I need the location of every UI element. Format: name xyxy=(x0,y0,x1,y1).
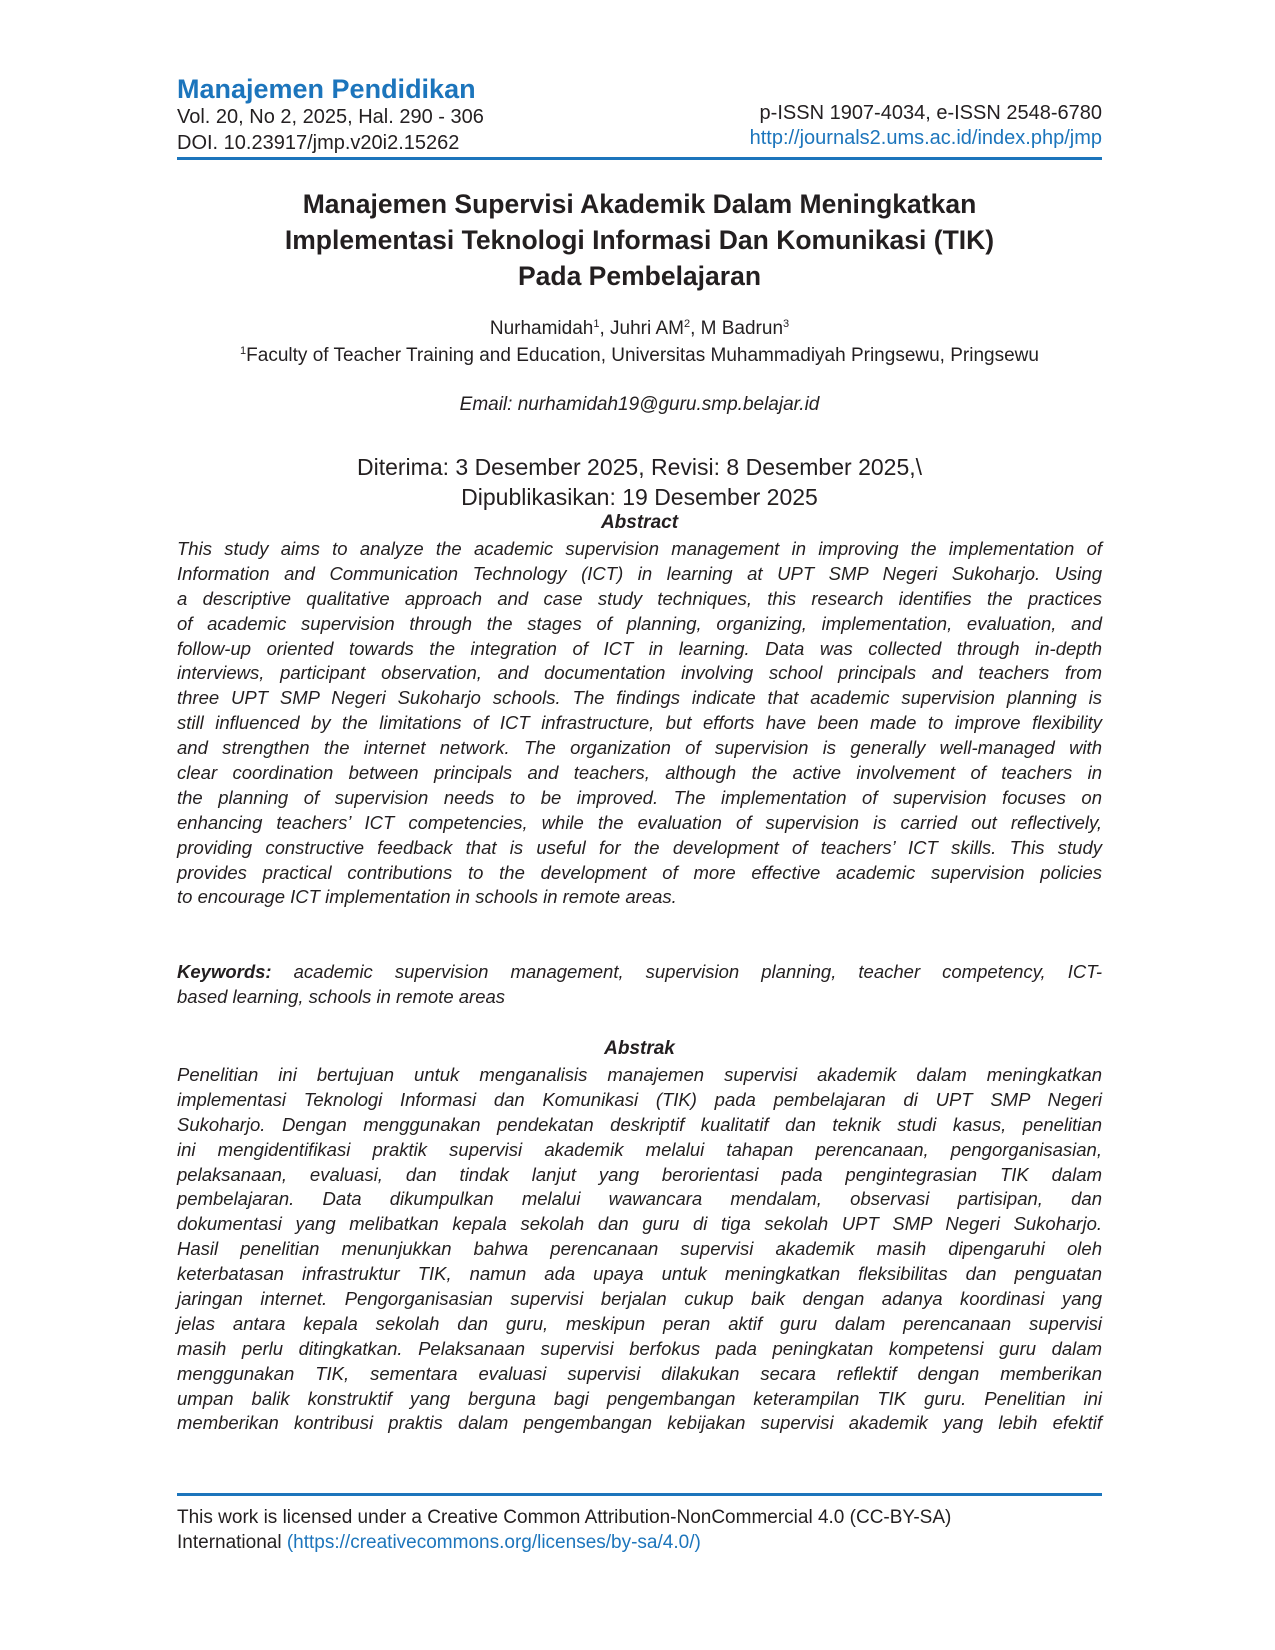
abstrak-body xyxy=(177,1063,1102,1436)
abstract-line: the planning of supervision needs to be improved. The implementation of supervision focuses on xyxy=(177,786,1102,808)
license-text: International xyxy=(177,1532,287,1553)
abstrak-line: dokumentasi yang melibatkan kepala sekolah dan guru di tiga sekolah UPT SMP Negeri Sukoharjo. xyxy=(177,1213,1102,1235)
abstract-line: This study aims to analyze the academic supervision management in improving the implementation of xyxy=(177,538,1102,559)
affiliation-superscript: 1 xyxy=(240,345,247,357)
abstrak-line: pelaksanaan, evaluasi, dan tindak lanjut yang berorientasi pada pengintegrasian TIK dalam xyxy=(177,1163,1102,1185)
abstrak-line: Hasil penelitian menunjukkan bahwa perencanaan supervisi akademik masih dipengaruhi oleh xyxy=(177,1238,1102,1260)
affiliation xyxy=(177,345,1102,367)
title-line: Implementasi Teknologi Informasi Dan Komunikasi (TIK) xyxy=(284,225,995,255)
author-name: M Badrun xyxy=(700,318,784,339)
abstrak-line: jaringan internet. Pengorganisasian supervisi berjalan cukup baik dengan adanya koordinasi yang xyxy=(177,1288,1102,1310)
abstract-line: three UPT SMP Negeri Sukoharjo schools. The findings indicate that academic supervision planning is xyxy=(177,687,1102,709)
author-list xyxy=(177,318,1102,340)
abstrak-line: ini mengidentifikasi praktik supervisi akademik melalui tahapan perencanaan, pengorganisasian, xyxy=(177,1138,1102,1160)
author-name: Juhri AM xyxy=(610,318,684,339)
abstract-line: clear coordination between principals and teachers, although the active involvement of teachers in xyxy=(177,762,1102,784)
journal-name: Manajemen Pendidikan xyxy=(177,74,476,104)
publication-dates xyxy=(177,452,1102,512)
abstrak-line: pembelajaran. Data dikumpulkan melalui wawancara mendalam, observasi partisipan, dan xyxy=(177,1188,1102,1210)
abstract-line: to encourage ICT implementation in schools in remote areas. xyxy=(177,886,677,908)
abstract-line: Information and Communication Technology (ICT) in learning at UPT SMP Negeri Sukoharjo. Using xyxy=(177,562,1102,584)
abstract-line: providing constructive feedback that is useful for the development of teachers’ ICT skills. This study xyxy=(177,836,1102,858)
abstrak-line: memberikan kontribusi praktis dalam pengembangan kebijakan supervisi akademik yang lebih efektif xyxy=(177,1412,1102,1434)
abstract-body xyxy=(177,537,1102,910)
abstract-line: and strengthen the internet network. The organization of supervision is generally well-managed with xyxy=(177,737,1102,759)
abstrak-heading: Abstrak xyxy=(604,1038,675,1059)
abstract-heading: Abstract xyxy=(600,512,679,533)
abstrak-line: keterbatasan infrastruktur TIK, namun ada upaya untuk meningkatkan fleksibilitas dan penguatan xyxy=(177,1263,1102,1285)
keywords-label: Keywords: xyxy=(177,961,272,982)
author-name: Nurhamidah xyxy=(489,318,594,339)
author-email: Email: nurhamidah19@guru.smp.belajar.id xyxy=(459,394,820,415)
header-rule xyxy=(177,157,1102,160)
abstract-line: still influenced by the limitations of ICT infrastructure, but efforts have been made to improve flexibility xyxy=(177,712,1102,734)
abstract-line: enhancing teachers’ ICT competencies, while the evaluation of supervision is carried out reflectively, xyxy=(177,811,1102,833)
paper-title xyxy=(177,186,1102,294)
author-separator: , xyxy=(599,318,611,339)
license-text: This work is licensed under a Creative Common Attribution-NonCommercial 4.0 (CC-BY-SA) xyxy=(177,1507,952,1528)
keywords-text: academic supervision management, supervision planning, teacher competency, ICT- xyxy=(271,961,1102,982)
abstrak-line: Penelitian ini bertujuan untuk menganalisis manajemen supervisi akademik dalam meningkatkan xyxy=(177,1064,1102,1085)
journal-url-link[interactable]: http://journals2.ums.ac.id/index.php/jmp xyxy=(749,127,1102,149)
author-superscript: 2 xyxy=(683,318,691,330)
author-separator: , xyxy=(690,318,701,339)
abstrak-line: menggunakan TIK, sementara evaluasi supervisi dilakukan secara reflektif dengan memberikan xyxy=(177,1362,1102,1384)
affiliation-text: Faculty of Teacher Training and Education, Universitas Muhammadiyah Pringsewu, Pringsewu xyxy=(246,345,1039,366)
author-superscript: 1 xyxy=(593,318,600,330)
abstrak-line: Sukoharjo. Dengan menggunakan pendekatan deskriptif kualitatif dan teknik studi kasus, penelitian xyxy=(177,1113,1102,1135)
running-header xyxy=(177,70,1102,160)
doi: DOI. 10.23917/jmp.v20i2.15262 xyxy=(177,132,460,154)
abstract-line: follow-up oriented towards the integration of ICT in learning. Data was collected through in-depth xyxy=(177,637,1102,659)
abstract-line: a descriptive qualitative approach and case study techniques, this research identifies the practices xyxy=(177,587,1102,609)
title-line: Pada Pembelajaran xyxy=(517,261,762,291)
volume-info: Vol. 20, No 2, 2025, Hal. 290 - 306 xyxy=(177,106,484,128)
keywords-text: based learning, schools in remote areas xyxy=(177,985,506,1007)
license-footer xyxy=(177,1505,1102,1555)
abstract-line: interviews, participant observation, and documentation involving school principals and teachers from xyxy=(177,662,1102,684)
issn: p-ISSN 1907-4034, e-ISSN 2548-6780 xyxy=(759,102,1102,124)
abstrak-line: masih perlu ditingkatkan. Pelaksanaan supervisi berfokus pada peningkatan kompetensi guru dalam xyxy=(177,1337,1102,1359)
abstrak-line: jelas antara kepala sekolah dan guru, meskipun peran aktif guru dalam perencanaan supervisi xyxy=(177,1312,1102,1334)
license-link[interactable]: (https://creativecommons.org/licenses/by-sa/4.0/) xyxy=(286,1532,701,1553)
footer-rule xyxy=(177,1493,1102,1496)
author-superscript: 3 xyxy=(783,318,790,330)
keywords xyxy=(177,960,1102,1010)
abstrak-line: umpan balik konstruktif yang berguna bagi pengembangan keterampilan TIK guru. Penelitian ini xyxy=(177,1387,1102,1409)
dates-line: Dipublikasikan: 19 Desember 2025 xyxy=(461,484,818,510)
abstract-line: provides practical contributions to the development of more effective academic supervision policies xyxy=(177,861,1102,883)
dates-line: Diterima: 3 Desember 2025, Revisi: 8 Desember 2025,\ xyxy=(356,454,923,480)
abstract-line: of academic supervision through the stages of planning, organizing, implementation, evaluation, and xyxy=(177,612,1102,634)
title-line: Manajemen Supervisi Akademik Dalam Meningkatkan xyxy=(302,189,977,219)
abstrak-line: implementasi Teknologi Informasi dan Komunikasi (TIK) pada pembelajaran di UPT SMP Negeri xyxy=(177,1088,1102,1110)
